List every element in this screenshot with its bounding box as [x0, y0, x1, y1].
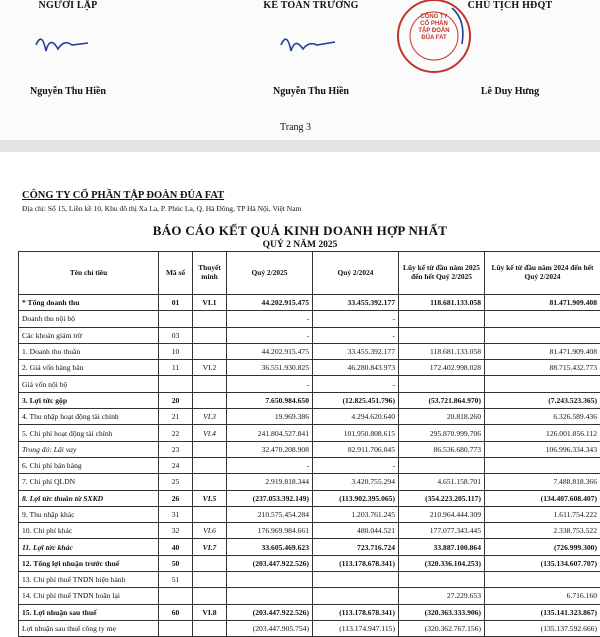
table-row — [19, 539, 600, 555]
signatory-name: Nguyễn Thu Hiền — [18, 86, 118, 97]
row-code: 31 — [159, 506, 193, 522]
header-q2-2024: Quý 2/2024 — [313, 252, 399, 295]
company-name: CÔNG TY CỔ PHẦN TẬP ĐOÀN ĐỦA FAT — [22, 190, 224, 201]
value-q2-2025 — [227, 572, 313, 588]
row-note — [193, 392, 227, 408]
value-q2-2024: 101.950.808.615 — [313, 425, 399, 441]
value-q2-2024: 33.455.392.177 — [313, 295, 399, 311]
row-code: 22 — [159, 425, 193, 441]
value-ytd-2025: (354.223.205.117) — [399, 490, 485, 506]
row-code — [159, 376, 193, 392]
row-note: VI.3 — [193, 409, 227, 425]
row-code: 50 — [159, 555, 193, 571]
value-q2-2025: - — [227, 311, 313, 327]
row-name: 7. Chi phí QLDN — [19, 474, 159, 490]
value-ytd-2024: (7.243.523.365) — [485, 392, 600, 408]
table-row — [19, 572, 600, 588]
row-note — [193, 457, 227, 473]
row-code: 60 — [159, 604, 193, 620]
table-row — [19, 490, 600, 506]
row-code: 21 — [159, 409, 193, 425]
row-code: 20 — [159, 392, 193, 408]
value-ytd-2025: 177.077.343.445 — [399, 523, 485, 539]
row-code: 23 — [159, 441, 193, 457]
table-row — [19, 457, 600, 473]
value-q2-2024: (113.174.947.115) — [313, 620, 399, 636]
value-ytd-2024 — [485, 457, 600, 473]
value-ytd-2025: 27.229.653 — [399, 588, 485, 604]
value-q2-2025: (237.053.392.149) — [227, 490, 313, 506]
stamp-line: CỔ PHẦN — [392, 21, 476, 28]
value-q2-2024: 480.044.521 — [313, 523, 399, 539]
value-ytd-2025: 172.402.998.028 — [399, 360, 485, 376]
table-row — [19, 555, 600, 571]
stamp-line: ĐỦA FAT — [392, 35, 476, 42]
signatory-name: Lê Duy Hưng — [445, 86, 575, 97]
income-statement-table — [18, 251, 600, 637]
signatory-title: NGƯỜI LẬP — [18, 0, 118, 11]
row-note — [193, 441, 227, 457]
value-ytd-2024 — [485, 311, 600, 327]
value-q2-2024: 723.716.724 — [313, 539, 399, 555]
table-row — [19, 392, 600, 408]
signatory-name: Nguyễn Thu Hiền — [252, 86, 370, 97]
value-ytd-2025: (320.363.333.906) — [399, 604, 485, 620]
value-ytd-2024: 6.326.589.436 — [485, 409, 600, 425]
value-q2-2025: 44.202.915.475 — [227, 295, 313, 311]
income-statement-page — [0, 152, 600, 600]
row-name: 12. Tổng lợi nhuận trước thuế — [19, 555, 159, 571]
row-code: 03 — [159, 327, 193, 343]
value-q2-2025: 2.919.818.344 — [227, 474, 313, 490]
signatory-chief-accountant — [252, 0, 370, 97]
value-ytd-2025: 33.887.100.864 — [399, 539, 485, 555]
row-note: VI.4 — [193, 425, 227, 441]
value-ytd-2025: 20.818.260 — [399, 409, 485, 425]
value-ytd-2024 — [485, 327, 600, 343]
row-name: Các khoản giảm trừ — [19, 327, 159, 343]
value-q2-2024: 33.455.392.177 — [313, 343, 399, 359]
value-q2-2024: 82.911.706.045 — [313, 441, 399, 457]
row-code — [159, 620, 193, 636]
signatory-title: KẾ TOÁN TRƯỞNG — [252, 0, 370, 11]
value-ytd-2025 — [399, 572, 485, 588]
value-q2-2025 — [227, 588, 313, 604]
value-q2-2024: - — [313, 327, 399, 343]
row-name: * Tổng doanh thu — [19, 295, 159, 311]
header-note: Thuyết minh — [193, 252, 227, 295]
value-ytd-2024: (135.134.607.707) — [485, 555, 600, 571]
row-note — [193, 327, 227, 343]
header-ytd-2025: Lũy kế từ đầu năm 2025 đến hết Quý 2/2025 — [399, 252, 485, 295]
row-name: 8. Lợi tức thuần từ SXKD — [19, 490, 159, 506]
value-q2-2024: 3.420.755.294 — [313, 474, 399, 490]
row-note: VI.6 — [193, 523, 227, 539]
value-ytd-2025: 118.681.133.058 — [399, 343, 485, 359]
header-code: Mã số — [159, 252, 193, 295]
row-note — [193, 620, 227, 636]
value-q2-2024: - — [313, 457, 399, 473]
table-row — [19, 506, 600, 522]
stamp-line: CÔNG TY — [392, 14, 476, 21]
row-note: VI.2 — [193, 360, 227, 376]
table-row — [19, 620, 600, 636]
previous-page-fragment — [0, 0, 600, 140]
report-period: QUÝ 2 NĂM 2025 — [0, 240, 600, 250]
value-ytd-2025: (53.721.864.970) — [399, 392, 485, 408]
row-code: 01 — [159, 295, 193, 311]
value-q2-2024 — [313, 588, 399, 604]
value-ytd-2025: 118.681.133.058 — [399, 295, 485, 311]
row-code: 51 — [159, 572, 193, 588]
value-ytd-2025: 295.870.999.706 — [399, 425, 485, 441]
value-q2-2025: 44.202.915.475 — [227, 343, 313, 359]
table-row — [19, 474, 600, 490]
row-note — [193, 588, 227, 604]
signatory-preparer — [18, 0, 118, 97]
value-ytd-2024: (135.141.323.867) — [485, 604, 600, 620]
value-ytd-2024: 81.471.909.408 — [485, 295, 600, 311]
table-row — [19, 343, 600, 359]
value-q2-2025: 36.551.930.825 — [227, 360, 313, 376]
row-name: 10. Chi phí khác — [19, 523, 159, 539]
row-name: Lợi nhuận sau thuế công ty mẹ — [19, 620, 159, 636]
row-name: 9. Thu nhập khác — [19, 506, 159, 522]
row-name: 15. Lợi nhuận sau thuế — [19, 604, 159, 620]
value-q2-2024: (113.178.678.341) — [313, 555, 399, 571]
value-ytd-2024: 126.001.856.112 — [485, 425, 600, 441]
value-q2-2025: - — [227, 376, 313, 392]
table-row — [19, 523, 600, 539]
header-ytd-2024: Lũy kế từ đầu năm 2024 đến hết Quý 2/2024 — [485, 252, 600, 295]
table-row — [19, 425, 600, 441]
value-ytd-2025: 86.536.680.773 — [399, 441, 485, 457]
value-ytd-2024: 1.611.754.222 — [485, 506, 600, 522]
table-row — [19, 295, 600, 311]
row-name: 6. Chi phí bán hàng — [19, 457, 159, 473]
value-ytd-2025 — [399, 327, 485, 343]
row-note: VI.5 — [193, 490, 227, 506]
row-note — [193, 506, 227, 522]
row-note: VI.1 — [193, 295, 227, 311]
row-note — [193, 555, 227, 571]
handwritten-signature — [28, 25, 108, 61]
value-ytd-2025: (320.362.767.156) — [399, 620, 485, 636]
table-row — [19, 409, 600, 425]
report-title: BÁO CÁO KẾT QUẢ KINH DOANH HỢP NHẤT — [0, 223, 600, 239]
value-ytd-2024: 106.996.334.343 — [485, 441, 600, 457]
value-ytd-2024: 81.471.909.408 — [485, 343, 600, 359]
value-ytd-2024: 2.338.753.522 — [485, 523, 600, 539]
value-ytd-2024: 6.716.160 — [485, 588, 600, 604]
company-stamp — [392, 0, 476, 80]
row-name: 4. Thu nhập hoạt động tài chính — [19, 409, 159, 425]
row-code: 26 — [159, 490, 193, 506]
value-q2-2025: 33.605.469.623 — [227, 539, 313, 555]
handwritten-signature — [271, 25, 351, 61]
value-q2-2025: - — [227, 457, 313, 473]
value-ytd-2024: (135.137.592.666) — [485, 620, 600, 636]
header-q2-2025: Quý 2/2025 — [227, 252, 313, 295]
row-name: 2. Giá vốn hàng bán — [19, 360, 159, 376]
row-note — [193, 474, 227, 490]
row-name: 11. Lợi tức khác — [19, 539, 159, 555]
value-q2-2024: - — [313, 376, 399, 392]
header-item: Tên chỉ tiêu — [19, 252, 159, 295]
row-code: 10 — [159, 343, 193, 359]
value-q2-2025: - — [227, 327, 313, 343]
table-row — [19, 604, 600, 620]
table-row — [19, 588, 600, 604]
company-address: Địa chỉ: Số 15, Liền kề 10, Khu đô thị Xa La, P. Phúc La, Q. Hà Đông, TP Hà Nội, Việt Nam — [22, 204, 301, 213]
value-ytd-2025: 4.651.158.701 — [399, 474, 485, 490]
table-row — [19, 311, 600, 327]
row-name: 3. Lợi tức gộp — [19, 392, 159, 408]
row-name: 5. Chi phí hoạt động tài chính — [19, 425, 159, 441]
row-name: Doanh thu nội bộ — [19, 311, 159, 327]
value-ytd-2025 — [399, 376, 485, 392]
row-code: 24 — [159, 457, 193, 473]
value-q2-2025: 176.969.984.661 — [227, 523, 313, 539]
table-row — [19, 327, 600, 343]
value-q2-2025: (203.447.922.526) — [227, 604, 313, 620]
row-note: VI.7 — [193, 539, 227, 555]
row-name: 14. Chi phí thuế TNDN hoãn lại — [19, 588, 159, 604]
value-q2-2025: 19.969.386 — [227, 409, 313, 425]
value-q2-2025: 241.804.527.841 — [227, 425, 313, 441]
signatory-title: CHỦ TỊCH HĐQT — [445, 0, 575, 11]
value-q2-2025: 210.575.454.284 — [227, 506, 313, 522]
value-ytd-2024: (134.407.608.407) — [485, 490, 600, 506]
row-note — [193, 343, 227, 359]
value-ytd-2025 — [399, 311, 485, 327]
row-code: 25 — [159, 474, 193, 490]
value-ytd-2024: 88.715.432.773 — [485, 360, 600, 376]
value-q2-2024 — [313, 572, 399, 588]
value-q2-2024: (113.178.678.341) — [313, 604, 399, 620]
value-q2-2024: 46.280.843.973 — [313, 360, 399, 376]
row-name: Giá vốn nội bộ — [19, 376, 159, 392]
row-note — [193, 311, 227, 327]
value-q2-2025: (203.447.922.526) — [227, 555, 313, 571]
row-note — [193, 572, 227, 588]
row-code: 40 — [159, 539, 193, 555]
value-ytd-2025: (320.336.104.253) — [399, 555, 485, 571]
value-q2-2025: 7.650.984.650 — [227, 392, 313, 408]
value-q2-2025: 32.470.208.908 — [227, 441, 313, 457]
table-row — [19, 441, 600, 457]
row-name: 13. Chi phí thuế TNDN hiện hành — [19, 572, 159, 588]
row-code: 32 — [159, 523, 193, 539]
page-gap — [0, 140, 600, 152]
value-ytd-2024 — [485, 376, 600, 392]
value-q2-2024: 4.294.620.640 — [313, 409, 399, 425]
page-number: Trang 3 — [280, 122, 311, 133]
value-ytd-2024 — [485, 572, 600, 588]
value-ytd-2024: (726.999.300) — [485, 539, 600, 555]
value-ytd-2025 — [399, 457, 485, 473]
value-q2-2024: (113.902.395.065) — [313, 490, 399, 506]
row-code — [159, 311, 193, 327]
stamp-line: TẬP ĐOÀN — [392, 28, 476, 35]
value-ytd-2024: 7.488.818.366 — [485, 474, 600, 490]
value-q2-2025: (203.447.905.754) — [227, 620, 313, 636]
value-ytd-2025: 210.964.444.309 — [399, 506, 485, 522]
row-code — [159, 588, 193, 604]
row-note — [193, 376, 227, 392]
value-q2-2024: (12.825.451.796) — [313, 392, 399, 408]
row-note: VI.8 — [193, 604, 227, 620]
table-row — [19, 376, 600, 392]
row-code: 11 — [159, 360, 193, 376]
table-row — [19, 360, 600, 376]
value-q2-2024: 1.203.761.245 — [313, 506, 399, 522]
table-header-row — [19, 252, 600, 295]
row-name: Trong đó: Lãi vay — [19, 441, 159, 457]
value-q2-2024: - — [313, 311, 399, 327]
row-name: 1. Doanh thu thuần — [19, 343, 159, 359]
